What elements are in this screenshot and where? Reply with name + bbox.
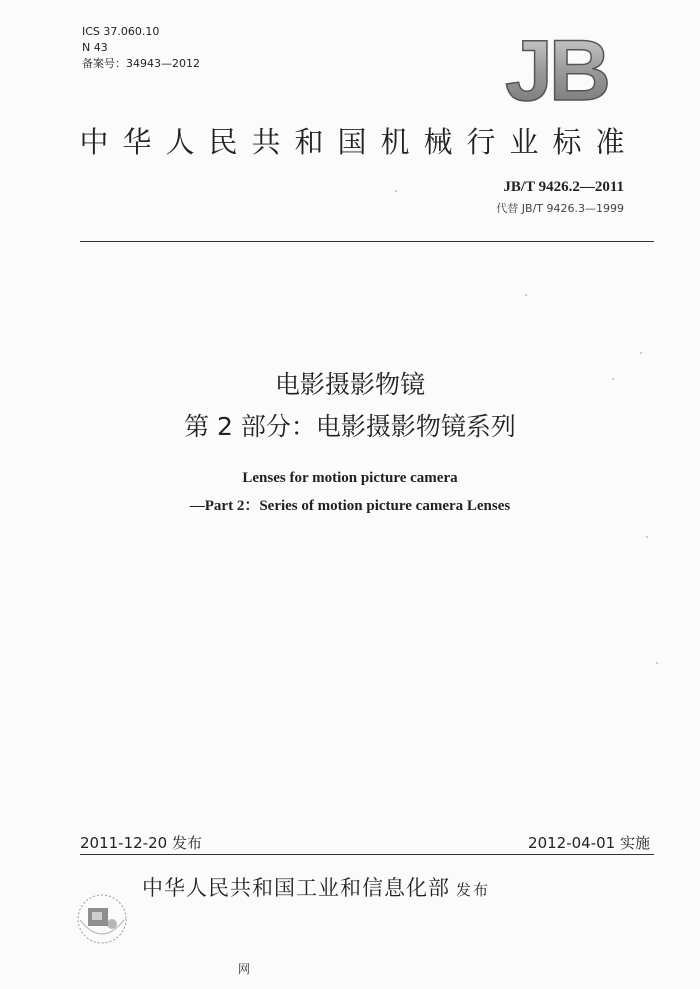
scan-speck xyxy=(395,190,397,192)
title-english-main: Lenses for motion picture camera xyxy=(242,470,458,486)
issuer-suffix: 发布 xyxy=(456,881,491,899)
ics-code: ICS 37.060.10 xyxy=(82,25,160,38)
scan-speck xyxy=(656,662,658,664)
standard-category-title: 中华人民共和国机械行业标准 xyxy=(79,125,639,159)
replaces-standard: 代替 JB/T 9426.3—1999 xyxy=(496,202,624,215)
title-chinese-main: 电影摄影物镜 xyxy=(274,370,425,399)
scan-speck xyxy=(525,294,527,296)
standard-number-text: JB/T 9426.2—2011 xyxy=(503,179,624,195)
scan-speck xyxy=(640,352,642,354)
svg-text:JB: JB xyxy=(505,30,607,108)
issue-date: 2011-12-20 发布 xyxy=(80,834,202,852)
record-number: 备案号：34943—2012 xyxy=(82,57,200,70)
scan-speck xyxy=(646,536,648,538)
standard-number xyxy=(503,178,624,196)
title-english-part: —Part 2：Series of motion picture camera Lenses xyxy=(189,498,511,514)
seal-stamp-icon xyxy=(70,890,134,948)
scan-speck xyxy=(612,378,614,380)
implementation-date: 2012-04-01 实施 xyxy=(528,834,650,852)
title-chinese-part: 第 2 部分：电影摄影物镜系列 xyxy=(184,412,516,441)
bottom-divider xyxy=(80,854,654,855)
top-divider xyxy=(80,241,654,242)
issuer-name: 中华人民共和国工业和信息化部 xyxy=(142,876,450,900)
class-code: N 43 xyxy=(82,41,108,54)
footer-mark: 网 xyxy=(238,962,251,976)
jb-logo xyxy=(490,30,622,108)
issuer xyxy=(142,872,490,902)
